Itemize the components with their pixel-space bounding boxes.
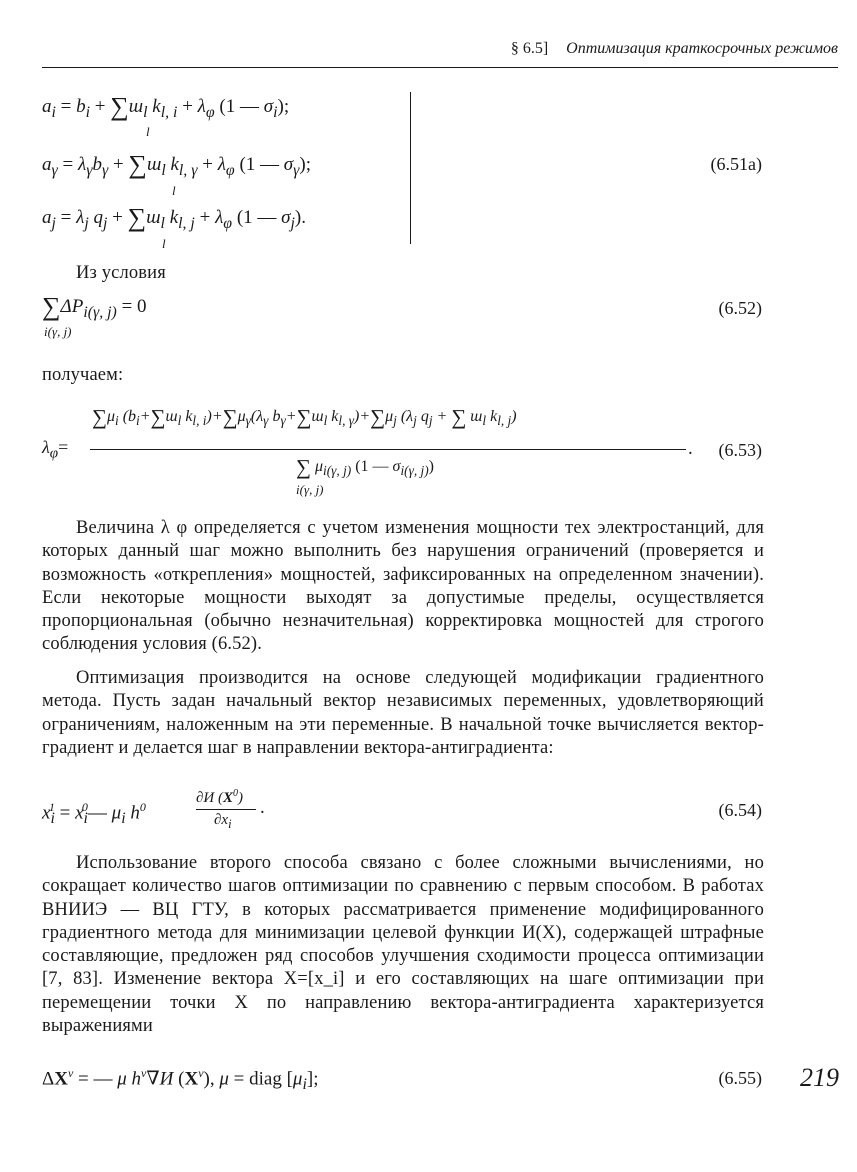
text-from-condition: Из условия [76, 263, 166, 283]
paragraph-3: Использование второго способа связано с более сложными вычислениями, но сокращает количество шагов оптимизации по сравнению с первым способом. В работах ВНИИЭ — ВЦ ГТУ, в которых рассматривается применение модифицированного градиентного метода для минимизации целевой функции И(X), содержащей штрафные составляющие, предложен ряд способов улучшения сходимости процесса оптимизации [7, 83]. Изменение вектора X=[x_i] и его составляющих на шаге оптимизации при перемещении точки X по направлению вектора-антиградиента характеризуется выражениями [42, 853, 764, 1037]
equation-number-654: (6.54) [718, 800, 762, 820]
page-number: 219 [800, 1063, 839, 1092]
equation-653-denominator: ∑ $\mu_{i(\gamma, j)}$ (1 — $\sigma_{i(\gamma, j)}$) [296, 455, 434, 479]
equation-651a-line2: $a_\gamma = \lambda_\gamma b_\gamma + \sum ш_l$ $k_{l, \gamma} + \lambda_\varphi$ (1 — $\sigma_\gamma$); [42, 150, 311, 179]
equation-653-numerator: $\sum\mu_i$ ($b_i+\sum ш_l$ $k_{l, i})+\sum\mu_\gamma(\lambda_\gamma$ $b_\gamma+\sum ш_l$ $k_{l, \gamma})+\sum\mu_j$ ($\lambda_j$ $q_j$ + ∑ $ш_l$ $k_{l, j}$) [92, 405, 517, 429]
equation-652: $\sum\Delta P_{i(\gamma, j)} = 0$ [42, 292, 147, 321]
system-brace [410, 92, 417, 244]
equation-number-655: (6.55) [718, 1068, 762, 1088]
running-title: Оптимизация краткосрочных режимов [566, 40, 838, 57]
running-header [42, 40, 838, 58]
equation-number-651a: (6.51a) [710, 154, 762, 174]
header-rule [42, 67, 838, 68]
equation-655: $\Delta X^\nu$ = — μ $h^\nu\nabla И$ $(X^\nu)$, μ = diag $[\mu_i]$; [42, 1066, 319, 1094]
equation-654: $x_i^1$ = $x_i^0—$ $\mu_i$ $h^0$ [42, 800, 146, 828]
equation-651a-line1: $a_i = b_i + \sum ш_l$ $k_{l, i} + \lambda_\varphi$ (1 — $\sigma_i$); [42, 92, 290, 121]
paragraph-1: Величина λ φ определяется с учетом изменения мощности тех электростанций, для которых данный шаг можно выполнить без нарушения ограничений (проверяется и возможность «открепления» мощностей, зафиксированных на определенном значении). Если некоторые мощности выходят за допустимые пределы, осуществляется пропорциональная (обычно незначительная) корректировка мощностей для строгого соблюдения условия (6.52). [42, 518, 764, 655]
lambda-phi-lhs: $\lambda_\varphi=$ [42, 437, 69, 462]
paragraph-2: Оптимизация производится на основе следующей модификации градиентного метода. Пусть задан начальный вектор независимых переменных, удовлетворяющий ограничениям, наложенным на эти переменные. В начальной точке вычисляется вектор-градиент и делается шаг в направлении вектора-антиградиента: [42, 668, 764, 758]
section-number: § 6.5] [510, 40, 549, 57]
equation-number-652: (6.52) [718, 298, 762, 318]
text-we-obtain: получаем: [42, 365, 124, 385]
fraction-bar [90, 449, 686, 450]
equation-number-653: (6.53) [718, 440, 762, 460]
equation-651a-line3: $a_j = \lambda_j$ $q_j + \sum ш_l$ $k_{l, j} + \lambda_\varphi$ (1 — $\sigma_j$). [42, 203, 306, 232]
